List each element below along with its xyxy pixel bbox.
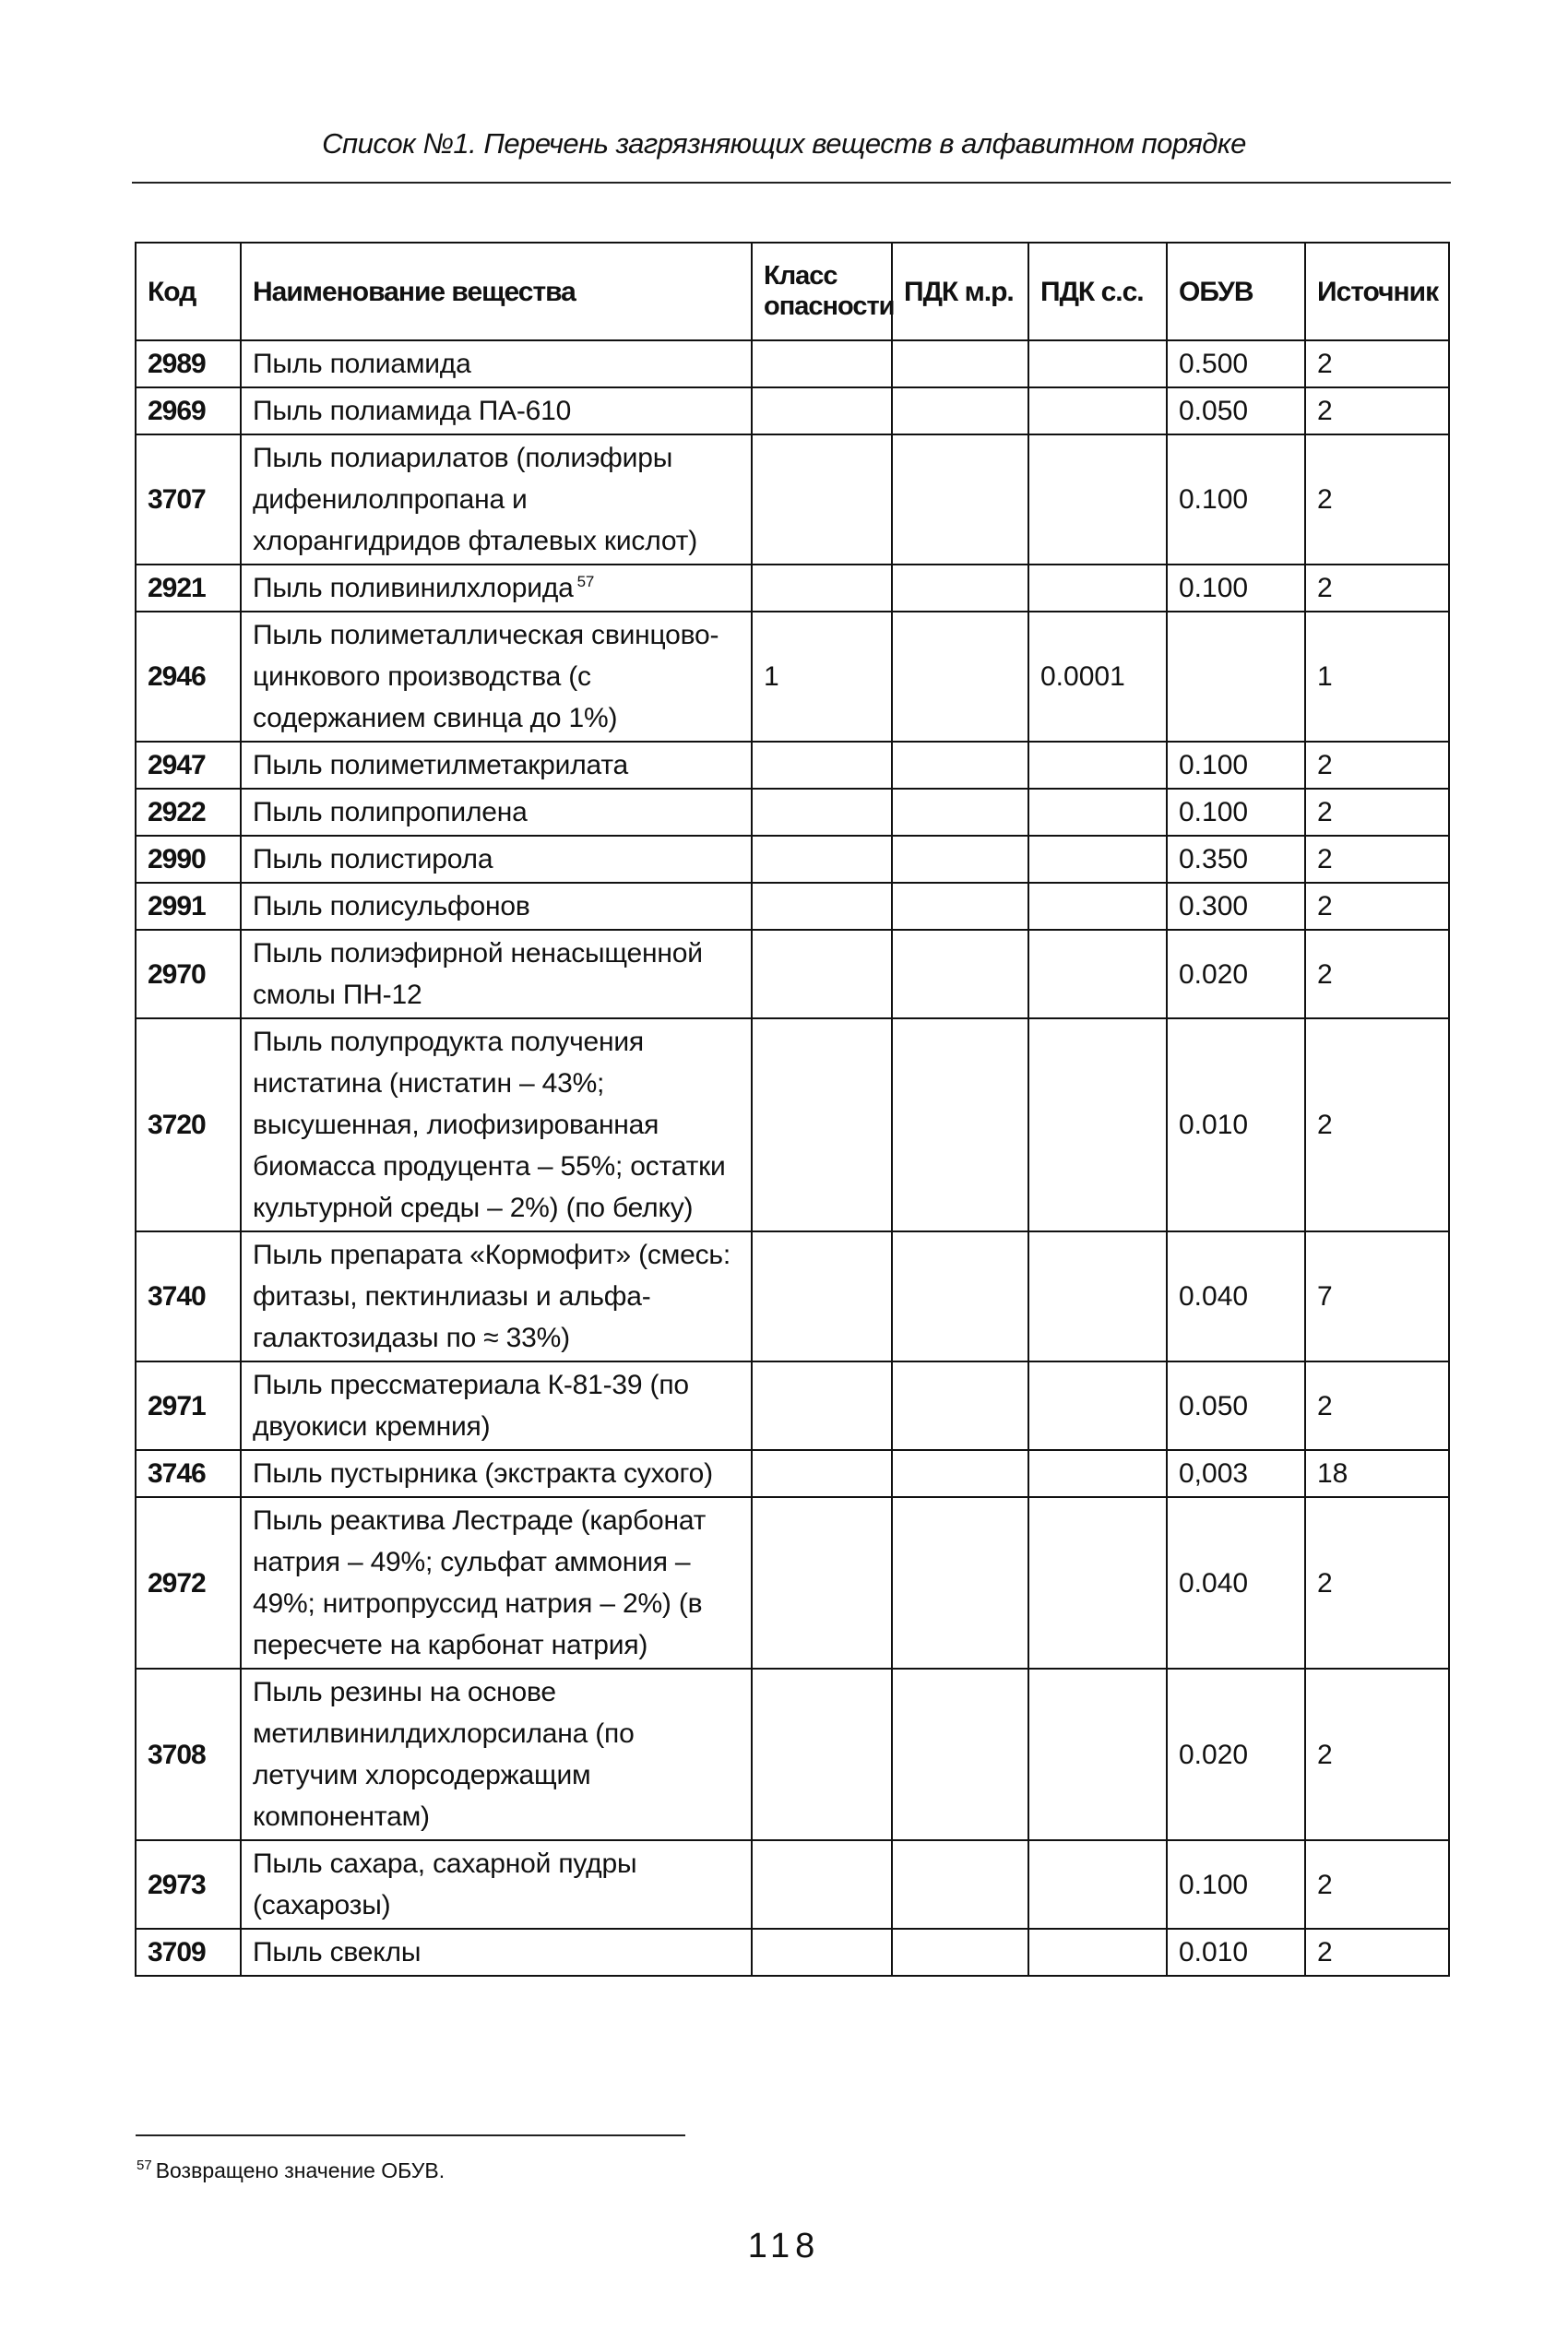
table-row: [136, 1929, 1449, 1976]
cell-source: [1305, 434, 1449, 565]
cell-pdk-mr: [892, 883, 1028, 930]
cell-hazard-class: [752, 434, 892, 565]
cell-source-text: 2: [1317, 396, 1333, 426]
cell-code-text: 2947: [148, 750, 206, 780]
cell-substance-name-text: Пыль полиметаллическая свинцово-цинкового производства (с содержанием свинца до 1%): [253, 620, 719, 733]
cell-pdk-ss: [1028, 565, 1167, 612]
cell-source: [1305, 1929, 1449, 1976]
cell-code-text: 3707: [148, 484, 206, 515]
cell-substance-name-text: Пыль реактива Лестраде (карбонат натрия – 49%; сульфат аммония – 49%; нитропруссид натрия – 2%) (в пересчете на карбонат натрия): [253, 1505, 707, 1660]
cell-substance-name-text: Пыль полиамида: [253, 349, 471, 379]
cell-source-text: 2: [1317, 844, 1333, 874]
table-body: [136, 340, 1449, 1976]
table-row: [136, 1840, 1449, 1929]
cell-pdk-ss: [1028, 612, 1167, 742]
cell-substance-name-text: Пыль полипропилена: [253, 797, 528, 827]
cell-pdk-ss: [1028, 789, 1167, 836]
cell-hazard-class: [752, 836, 892, 883]
cell-pdk-ss: [1028, 1840, 1167, 1929]
cell-obuv-text: 0.100: [1179, 484, 1249, 515]
cell-substance-name-text: Пыль полиметилметакрилата: [253, 750, 629, 780]
cell-substance-name: [241, 883, 752, 930]
cell-source: [1305, 1361, 1449, 1450]
cell-code: [136, 1231, 241, 1361]
cell-pdk-mr: [892, 836, 1028, 883]
cell-substance-name: [241, 1361, 752, 1450]
cell-source: [1305, 883, 1449, 930]
cell-code: [136, 1497, 241, 1669]
cell-pdk-mr: [892, 1497, 1028, 1669]
cell-obuv-text: 0.050: [1179, 1390, 1249, 1421]
footnote-number: 57: [137, 2158, 152, 2174]
table-header-row: [136, 243, 1449, 340]
cell-obuv-text: 0.050: [1179, 396, 1249, 426]
cell-pdk-ss: [1028, 1669, 1167, 1840]
table-row: [136, 836, 1449, 883]
cell-pdk-ss-text: 0.0001: [1040, 661, 1125, 692]
cell-obuv: [1167, 742, 1305, 789]
cell-obuv: [1167, 565, 1305, 612]
cell-hazard-class: [752, 612, 892, 742]
cell-hazard-class: [752, 1840, 892, 1929]
cell-pdk-ss: [1028, 387, 1167, 434]
cell-obuv-text: 0.500: [1179, 349, 1249, 379]
cell-substance-name-text: Пыль полисульфонов: [253, 891, 530, 921]
footnote-text: Возвращено значение ОБУВ.: [155, 2158, 445, 2182]
cell-substance-name: [241, 340, 752, 387]
cell-code: [136, 836, 241, 883]
cell-pdk-ss: [1028, 1361, 1167, 1450]
cell-source: [1305, 1840, 1449, 1929]
table-row: [136, 565, 1449, 612]
cell-pdk-mr: [892, 1231, 1028, 1361]
table-row: [136, 742, 1449, 789]
cell-pdk-ss: [1028, 340, 1167, 387]
cell-hazard-class: [752, 1231, 892, 1361]
cell-substance-name: [241, 612, 752, 742]
cell-source: [1305, 1669, 1449, 1840]
cell-substance-name-text: Пыль полистирола: [253, 844, 493, 874]
cell-code: [136, 930, 241, 1018]
cell-hazard-class: [752, 883, 892, 930]
cell-substance-name-text: Пыль полиамида ПА-610: [253, 396, 572, 426]
table-row: [136, 1669, 1449, 1840]
table-row: [136, 1497, 1449, 1669]
cell-code-text: 2989: [148, 349, 206, 379]
cell-hazard-class: [752, 340, 892, 387]
cell-obuv: [1167, 1450, 1305, 1497]
cell-substance-name-text: Пыль резины на основе метилвинилдихлорсилана (по летучим хлорсодержащим компонентам): [253, 1677, 635, 1832]
cell-hazard-class: [752, 1450, 892, 1497]
page-header-title: Список №1. Перечень загрязняющих веществ в алфавитном порядке: [322, 127, 1246, 160]
cell-code: [136, 1929, 241, 1976]
cell-pdk-mr: [892, 387, 1028, 434]
table-row: [136, 883, 1449, 930]
cell-hazard-class: [752, 1929, 892, 1976]
table-row: [136, 1450, 1449, 1497]
cell-source: [1305, 1450, 1449, 1497]
cell-substance-name-text: Пыль полиэфирной ненасыщенной смолы ПН-12: [253, 938, 703, 1010]
cell-substance-name: [241, 1669, 752, 1840]
cell-obuv: [1167, 1840, 1305, 1929]
cell-obuv: [1167, 1361, 1305, 1450]
cell-substance-name: [241, 1497, 752, 1669]
cell-source-text: 2: [1317, 891, 1333, 921]
cell-obuv: [1167, 789, 1305, 836]
column-header-name: Наименование вещества: [241, 243, 752, 340]
table-row: [136, 612, 1449, 742]
cell-obuv-text: 0.100: [1179, 750, 1249, 780]
cell-obuv: [1167, 1231, 1305, 1361]
cell-code: [136, 1361, 241, 1450]
cell-source-text: 18: [1317, 1458, 1348, 1489]
cell-source: [1305, 1018, 1449, 1231]
cell-substance-name-text: Пыль свеклы: [253, 1937, 422, 1968]
cell-pdk-mr: [892, 612, 1028, 742]
cell-code: [136, 742, 241, 789]
cell-obuv: [1167, 434, 1305, 565]
column-header-code: Код: [136, 243, 241, 340]
cell-obuv: [1167, 340, 1305, 387]
cell-substance-name-text: Пыль полиарилатов (полиэфиры дифенилолпропана и хлорангидридов фталевых кислот): [253, 443, 697, 556]
cell-source-text: 2: [1317, 1937, 1333, 1968]
cell-code: [136, 1450, 241, 1497]
cell-pdk-mr: [892, 1840, 1028, 1929]
cell-substance-name-text: Пыль прессматериала К-81-39 (по двуокиси кремния): [253, 1370, 689, 1442]
cell-code: [136, 340, 241, 387]
cell-source-text: 2: [1317, 1110, 1333, 1140]
cell-hazard-class: [752, 742, 892, 789]
cell-pdk-mr: [892, 340, 1028, 387]
cell-pdk-mr: [892, 434, 1028, 565]
cell-obuv-text: 0.100: [1179, 797, 1249, 827]
cell-pdk-mr: [892, 1018, 1028, 1231]
cell-substance-name: [241, 742, 752, 789]
cell-hazard-class: [752, 1361, 892, 1450]
cell-hazard-class: [752, 930, 892, 1018]
table-row: [136, 340, 1449, 387]
cell-obuv-text: 0.040: [1179, 1281, 1249, 1312]
cell-obuv-text: 0.020: [1179, 1739, 1249, 1770]
cell-obuv-text: 0.350: [1179, 844, 1249, 874]
column-header-pdk-ss: ПДК с.с.: [1028, 243, 1167, 340]
cell-substance-name-text: Пыль поливинилхлорида: [253, 573, 574, 603]
cell-obuv: [1167, 1669, 1305, 1840]
cell-source: [1305, 612, 1449, 742]
cell-pdk-ss: [1028, 1018, 1167, 1231]
cell-source: [1305, 742, 1449, 789]
cell-substance-name: [241, 1450, 752, 1497]
column-header-hazard-class: Класс опасности: [752, 243, 892, 340]
cell-source: [1305, 836, 1449, 883]
cell-substance-name: [241, 565, 752, 612]
cell-pdk-mr: [892, 565, 1028, 612]
cell-code-text: 2970: [148, 958, 206, 990]
cell-hazard-class: [752, 1497, 892, 1669]
cell-substance-name: [241, 1929, 752, 1976]
cell-substance-name: [241, 836, 752, 883]
cell-pdk-ss: [1028, 434, 1167, 565]
cell-code-text: 2969: [148, 396, 206, 426]
cell-pdk-mr: [892, 930, 1028, 1018]
header-rule: [132, 182, 1451, 184]
cell-obuv-text: 0.040: [1179, 1567, 1249, 1599]
cell-source: [1305, 387, 1449, 434]
cell-substance-name: [241, 434, 752, 565]
cell-source-text: 2: [1317, 1869, 1333, 1900]
cell-source-text: 2: [1317, 958, 1333, 990]
cell-source: [1305, 565, 1449, 612]
cell-source-text: 1: [1317, 661, 1333, 692]
cell-code-text: 3709: [148, 1937, 206, 1968]
cell-pdk-mr: [892, 1929, 1028, 1976]
cell-code-text: 2922: [148, 797, 206, 827]
cell-code: [136, 1840, 241, 1929]
cell-source-text: 2: [1317, 1739, 1333, 1770]
cell-substance-name-text: Пыль пустырника (экстракта сухого): [253, 1458, 713, 1489]
cell-substance-name-text: Пыль препарата «Кормофит» (смесь: фитазы, пектинлиазы и альфа-галактозидазы по ≈ 33%): [253, 1240, 731, 1353]
cell-code-text: 2971: [148, 1390, 206, 1421]
table-row: [136, 387, 1449, 434]
cell-substance-name: [241, 930, 752, 1018]
cell-obuv-text: 0.010: [1179, 1110, 1249, 1140]
cell-source-text: 2: [1317, 1567, 1333, 1599]
table-row: [136, 1018, 1449, 1231]
cell-code-text: 2991: [148, 891, 206, 921]
cell-hazard-class: [752, 387, 892, 434]
cell-obuv: [1167, 930, 1305, 1018]
cell-obuv-text: 0.020: [1179, 958, 1249, 990]
cell-obuv: [1167, 883, 1305, 930]
cell-obuv-text: 0.100: [1179, 1869, 1249, 1900]
cell-code: [136, 1018, 241, 1231]
cell-source-text: 7: [1317, 1281, 1333, 1312]
cell-source-text: 2: [1317, 797, 1333, 827]
table-row: [136, 434, 1449, 565]
cell-source-text: 2: [1317, 750, 1333, 780]
cell-source: [1305, 930, 1449, 1018]
cell-code-text: 2990: [148, 844, 206, 874]
cell-code: [136, 789, 241, 836]
footnote-reference: 57: [576, 573, 595, 590]
table-row: [136, 1231, 1449, 1361]
cell-substance-name: [241, 1840, 752, 1929]
substances-table: [135, 242, 1450, 1977]
table-row: [136, 789, 1449, 836]
cell-substance-name: [241, 1231, 752, 1361]
cell-pdk-ss: [1028, 1929, 1167, 1976]
cell-obuv: [1167, 836, 1305, 883]
cell-pdk-mr: [892, 1361, 1028, 1450]
cell-code-text: 3708: [148, 1739, 206, 1770]
cell-code: [136, 565, 241, 612]
footnote: [137, 2158, 445, 2183]
cell-pdk-ss: [1028, 883, 1167, 930]
cell-code: [136, 387, 241, 434]
cell-code-text: 2973: [148, 1869, 206, 1900]
cell-pdk-ss: [1028, 1231, 1167, 1361]
cell-pdk-mr: [892, 742, 1028, 789]
cell-hazard-class: [752, 565, 892, 612]
footnote-rule: [136, 2134, 685, 2136]
cell-hazard-class: [752, 1669, 892, 1840]
column-header-pdk-mr: ПДК м.р.: [892, 243, 1028, 340]
cell-obuv: [1167, 1018, 1305, 1231]
cell-source-text: 2: [1317, 484, 1333, 515]
cell-substance-name: [241, 789, 752, 836]
cell-substance-name-text: Пыль полупродукта получения нистатина (нистатин – 43%; высушенная, лиофизированная биомасса продуцента – 55%; остатки культурной среды – 2%) (по белку): [253, 1027, 726, 1223]
cell-pdk-mr: [892, 1450, 1028, 1497]
cell-code-text: 2972: [148, 1567, 206, 1599]
cell-code-text: 2921: [148, 573, 206, 603]
cell-code: [136, 434, 241, 565]
cell-hazard-class: [752, 1018, 892, 1231]
cell-pdk-ss: [1028, 1450, 1167, 1497]
cell-pdk-ss: [1028, 836, 1167, 883]
cell-code-text: 3746: [148, 1458, 206, 1489]
cell-source: [1305, 1231, 1449, 1361]
cell-source: [1305, 1497, 1449, 1669]
cell-source-text: 2: [1317, 1390, 1333, 1421]
cell-substance-name-text: Пыль сахара, сахарной пудры (сахарозы): [253, 1849, 637, 1920]
cell-pdk-ss: [1028, 1497, 1167, 1669]
cell-source-text: 2: [1317, 573, 1333, 603]
cell-pdk-ss: [1028, 930, 1167, 1018]
cell-obuv: [1167, 612, 1305, 742]
cell-obuv-text: 0.010: [1179, 1937, 1249, 1968]
cell-code-text: 2946: [148, 661, 206, 692]
cell-code: [136, 612, 241, 742]
cell-pdk-ss: [1028, 742, 1167, 789]
cell-code: [136, 1669, 241, 1840]
cell-code-text: 3740: [148, 1281, 206, 1312]
column-header-obuv: ОБУВ: [1167, 243, 1305, 340]
cell-substance-name: [241, 387, 752, 434]
cell-obuv: [1167, 1929, 1305, 1976]
cell-source: [1305, 789, 1449, 836]
cell-substance-name: [241, 1018, 752, 1231]
table-row: [136, 1361, 1449, 1450]
cell-source-text: 2: [1317, 349, 1333, 379]
cell-obuv: [1167, 1497, 1305, 1669]
column-header-source: Источник: [1305, 243, 1449, 340]
cell-obuv-text: 0.300: [1179, 891, 1249, 921]
cell-pdk-mr: [892, 789, 1028, 836]
cell-hazard-class: [752, 789, 892, 836]
cell-hazard-class-text: 1: [764, 661, 779, 692]
cell-obuv-text: 0,003: [1179, 1458, 1249, 1489]
page-number: 118: [747, 2227, 821, 2265]
cell-code-text: 3720: [148, 1110, 206, 1140]
cell-pdk-mr: [892, 1669, 1028, 1840]
cell-source: [1305, 340, 1449, 387]
cell-obuv-text: 0.100: [1179, 573, 1249, 603]
cell-code: [136, 883, 241, 930]
table-row: [136, 930, 1449, 1018]
cell-obuv: [1167, 387, 1305, 434]
